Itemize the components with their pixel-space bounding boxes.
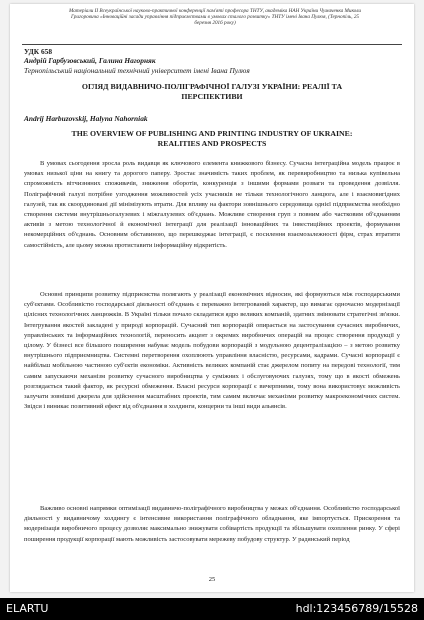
handle-identifier[interactable]: hdl:123456789/15528 [295,602,418,615]
title-ukrainian: ОГЛЯД ВИДАВНИЧО-ПОЛІГРАФІЧНОЇ ГАЛУЗІ УКРАЇНИ: РЕАЛІЇ ТА ПЕРСПЕКТИВИ [81,82,343,101]
body-paragraph: В умовах сьогодення зросла роль видавця як ключового елемента книжкового бізнесу. Сучасна інтеграційна модель працює в умовах низької ціни на книгу та дорогого паперу. Зростає значимість таких проблем, як перевиробництво та низька купівельна спроможність вітчизняних споживачів, зниження оборотів, конкуренція з іншими формами розваги та проведення дозвілля. Поліграфічний галузі потрібне узгодження можливостей усіх учасників не тільки технологічного ланцюга, але і взаємовигідних галузей, так як скоординовані дії мінімізують втрати. Для впливу на фактори зовнішнього середовища однієї підприємства необхідно створення системи внутрішньогалузевих і міжгалузевих об'єднань. Можливе створення груп з повним або частковим об'єднанням активів з метою технологічної й економічної інтеграції для реалізації інноваційних та інвестиційних проектів, формування некомерційних об'єднань. Основним обставиною, що перешкоджає інтеграції, є посилення взаємозалежності фірм, страх втратити самостійність, але цьому можна протиставити інформаційну відкритість. [24,160,400,249]
authors-english: Andrij Harbuzovskij, Halyna Nahorniak [24,114,148,123]
title-english: THE OVERVIEW OF PUBLISHING AND PRINTING INDUSTRY OF UKRAINE: REALITIES AND PROSPECTS [71,129,353,148]
conference-header-note: Матеріали ІІ Всеукраїнської науково-практичної конференції пам'яті професора ТНТУ, академіка НАН України Чумаченка Миколи Григоровича «Інноваційні засади управління підприємствами в умовах сталого розвитку» ТНТУ імені Івана Пулюя, (Тернопіль, 25 березня 2016 року) [69,8,361,27]
document-page [10,4,414,592]
authors-ukrainian: Андрій Гарбузовський, Галина Нагорняк [24,56,156,65]
article-body [24,159,400,565]
body-paragraph: Важливо основні напрямки оптимізації видавничо-поліграфічного виробництва у межах об'єднання. Особливістю господарської діяльності у видавничому холдингу є інтенсивне використання поліграфічного обладнання, яке імпортується. Прискорення та модернізація виробничого процесу дозволяє максимально знижувати собівартість продукції та збільшувати охоплення ринку. У сфері поширення продукції корпорації мають можливість застосовувати мережеву побудову структур. У радянський період [24,505,400,543]
repository-name[interactable]: ELARTU [6,602,49,615]
udk-code: УДК 658 [24,47,53,56]
body-paragraph: Основні принципи розвитку підприємства полягають у реалізації економічних відносин, які формуються між господарськими суб'єктами. Особливістю господарської діяльності об'єднань є переважно інтегрований характер, що вимагає одночасно модернізації цілісних технологічних ланцюжків. В Україні тільки почало складатися ядро великих компаній, здатних змінювати стратегічні зв'язки. Інтегрування якостей закладені у природі корпорацій. Сучасний тип корпорацій опирається на застосування сучасних виробничих, управлінських та інформаційних технологій, переносить акцент з окремих виробничих операцій на процес створення продукції у цілому. У бізнесі все більшого поширення набуває модель побудови корпорацій з модульною децентралізацією – з метою розвитку внутрішнього підприємництва. Системні перетворення охоплюють управління власністю, ресурсами, кадрами. Сучасні корпорації є найбільш мобільною частиною суб'єктів економіки. Активність великих компаній стає джерелом попиту на передові технології, тим самим запускаючи механізм розвитку сучасного виробництва у суміжних і обслуговуючих галузях, тому що в якості обмежень розглядається такий фактор, як ресурсні обмеження. Власні ресурси корпорації є вичерпними, тому вона використовує можливість залучати зовнішні джерела для здійснення масштабних проектів, тим самим включає механізми розвитку макроекономічних систем. Звідси і виникає позитивний ефект від об'єднання в холдинги, концерни та інші види альянсів. [24,291,400,411]
repository-footer-bar [0,598,424,620]
page-number: 25 [208,576,216,583]
author-affiliation: Тернопільський національний технічний університет імені Івана Пулюя [24,66,250,75]
header-divider [22,44,402,45]
